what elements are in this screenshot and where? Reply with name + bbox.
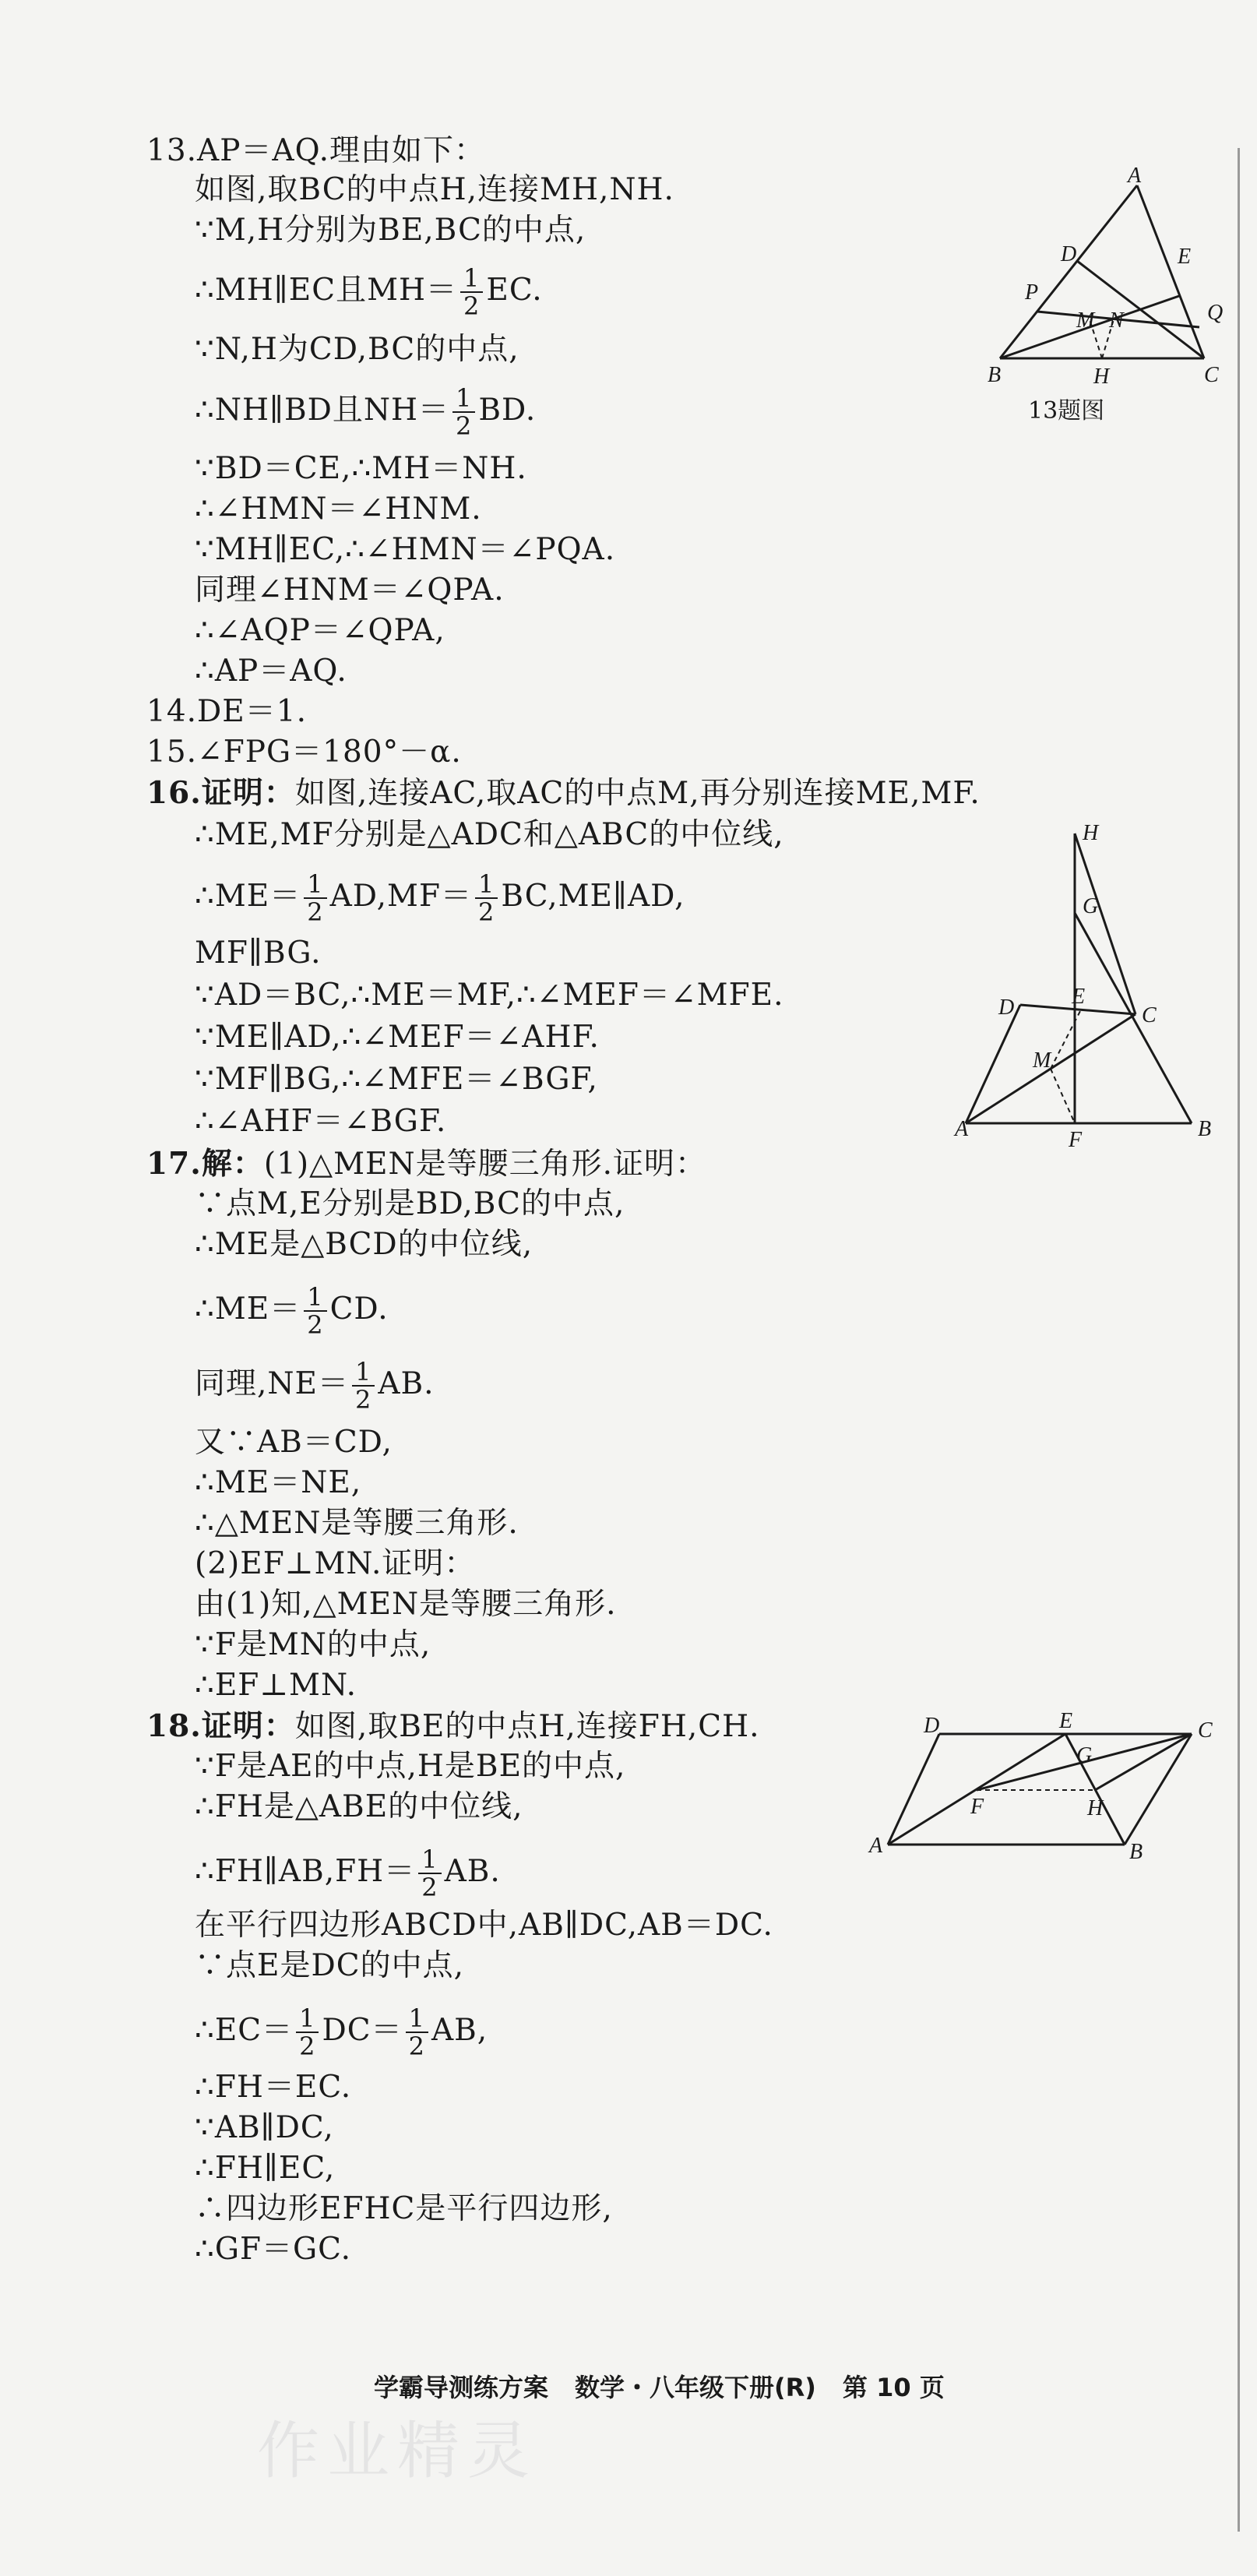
p13-line-11: ∴∠AQP＝∠QPA, [195,613,445,648]
fig13-label-A: A [1128,164,1142,188]
p17-line-4 [195,1284,389,1338]
p13-line-10: 同理∠HNM＝∠QPA. [195,573,505,608]
p17-line-8: ∴△MEN是等腰三角形. [195,1506,519,1541]
fig16-label-G: G [1083,894,1099,918]
fig16-label-D: D [998,996,1015,1020]
fig13-label-E: E [1178,245,1192,269]
p18-line-7-mid: DC＝ [322,2013,403,2048]
p18-line-7-text: ∴EC＝ [195,2013,294,2048]
fig13-label-H: H [1093,365,1110,389]
p18-line-2: ∵F是AE的中点,H是BE的中点, [195,1749,626,1784]
fig18-label-H: H [1087,1796,1104,1820]
fig16-label-B: B [1198,1117,1212,1141]
fig18-label-B: B [1129,1840,1143,1864]
p17-line-12: ∴EF⊥MN. [195,1668,357,1703]
p18-line-1 [146,1707,760,1746]
footer-book-title: 学霸导测练方案 [374,2373,549,2402]
fraction: $\frac{1}{2}$ [406,2005,428,2060]
p18-line-4-text: ∴FH∥AB,FH＝ [195,1854,416,1889]
p17-line-7: ∴ME＝NE, [195,1465,362,1500]
p16-line-4: MF∥BG. [195,936,322,971]
p18-line-11: ∴四边形EFHC是平行四边形, [195,2191,613,2226]
fraction: $\frac{1}{2}$ [460,265,483,319]
footer-page-number: 第 10 页 [842,2373,945,2402]
fig18-label-G: G [1076,1743,1093,1767]
p13-line-4-text: ∴MH∥EC且MH＝ [195,273,458,308]
p17-line-5-tail: AB. [378,1366,435,1401]
p16-line-2: ∴ME,MF分别是△ADC和△ABC的中位线, [195,817,784,852]
p16-line-7: ∵MF∥BG,∴∠MFE＝∠BGF, [195,1062,598,1097]
p18-line-4-tail: AB. [444,1854,501,1889]
fig18-label-D: D [924,1714,940,1738]
fraction: $\frac{1}{2}$ [304,871,326,925]
p18-line-7 [195,2005,488,2060]
fig16-label-C: C [1142,1003,1157,1027]
p17-line-5-text: 同理,NE＝ [195,1366,349,1401]
fig13-label-M: M [1076,308,1095,333]
p18-line-9: ∵AB∥DC, [195,2110,334,2145]
fraction: $\frac{1}{2}$ [452,385,475,439]
figure-13-caption: 13题图 [1028,397,1105,425]
fig16-label-H: H [1083,821,1099,845]
p18-line-3: ∴FH是△ABE的中位线, [195,1789,523,1824]
p17-line-4-text: ∴ME＝ [195,1292,301,1327]
p18-line-5: 在平行四边形ABCD中,AB∥DC,AB＝DC. [195,1908,773,1943]
p18-line-4 [195,1846,501,1901]
p17-line-3: ∴ME是△BCD的中位线, [195,1227,533,1262]
p16-line-1 [146,774,981,812]
p17-line-6: 又∵AB＝CD, [195,1425,393,1460]
p17-line-4-tail: CD. [329,1292,389,1327]
p13-line-9: ∵MH∥EC,∴∠HMN＝∠PQA. [195,532,616,567]
footer-subject: 数学・八年级下册(R) [575,2373,816,2402]
fig18-label-F: F [970,1795,984,1819]
p16-line-3-text: ∴ME＝ [195,879,301,914]
p17-line-1 [146,1145,706,1183]
fraction: $\frac{1}{2}$ [304,1284,326,1338]
p16-head-rest: 如图,连接AC,取AC的中点M,再分别连接ME,MF. [294,776,981,811]
figure-18 [864,1711,1231,1866]
p17-line-10: 由(1)知,△MEN是等腰三角形. [195,1587,617,1622]
p13-line-1: 13.AP＝AQ.理由如下： [146,133,486,168]
p16-head: 16.证明： [146,775,295,811]
p18-line-10: ∴FH∥EC, [195,2151,336,2186]
p18-line-6: ∵点E是DC的中点, [195,1948,464,1983]
p15-answer: 15.∠FPG＝180°－α. [146,735,462,770]
p17-line-2: ∵点M,E分别是BD,BC的中点, [195,1186,625,1221]
p13-line-2: 如图,取BC的中点H,连接MH,NH. [195,172,674,207]
p13-line-4-tail: EC. [486,273,543,308]
p13-line-6-text: ∴NH∥BD且NH＝ [195,393,450,428]
p18-head: 18.证明： [146,1708,295,1744]
p17-head-rest: (1)△MEN是等腰三角形.证明： [263,1147,707,1182]
p18-line-8: ∴FH＝EC. [195,2070,352,2105]
fraction: $\frac{1}{2}$ [475,871,498,925]
p13-line-6-tail: BD. [478,393,537,428]
p16-line-5: ∵AD＝BC,∴ME＝MF,∴∠MEF＝∠MFE. [195,978,784,1013]
p13-line-4 [195,265,543,319]
fig18-label-C: C [1198,1718,1213,1743]
p13-line-5: ∵N,H为CD,BC的中点, [195,332,519,367]
fig13-label-Q: Q [1207,301,1224,325]
p18-line-12: ∴GF＝GC. [195,2232,352,2267]
fig13-label-B: B [988,363,1002,387]
fig16-label-E: E [1072,985,1086,1009]
page-edge-line [1238,148,1240,2532]
p16-line-3-mid2: BC,ME∥AD, [501,879,685,914]
p13-line-7: ∵BD＝CE,∴MH＝NH. [195,451,527,486]
fig13-label-P: P [1025,280,1039,305]
p13-line-6 [195,385,536,439]
fraction: $\frac{1}{2}$ [418,1846,441,1901]
p17-line-9: (2)EF⊥MN.证明： [195,1546,476,1581]
p16-line-6: ∵ME∥AD,∴∠MEF＝∠AHF. [195,1020,600,1055]
p18-head-rest: 如图,取BE的中点H,连接FH,CH. [294,1709,760,1744]
fraction: $\frac{1}{2}$ [296,2005,319,2060]
page-footer [374,2368,971,2404]
p17-head: 17.解： [146,1146,264,1182]
figure-16 [955,819,1223,1152]
fig16-label-M: M [1033,1048,1051,1073]
fraction: $\frac{1}{2}$ [352,1358,375,1413]
fig16-label-F: F [1069,1128,1083,1152]
p17-line-5 [195,1358,435,1413]
p14-answer: 14.DE＝1. [146,694,307,729]
figure-13 [981,164,1231,397]
p13-line-12: ∴AP＝AQ. [195,654,347,689]
fig18-label-A: A [869,1834,883,1858]
fig16-label-A: A [955,1117,969,1141]
p16-line-8: ∴∠AHF＝∠BGF. [195,1104,447,1139]
fig13-label-C: C [1204,363,1219,387]
p13-line-3: ∵M,H分别为BE,BC的中点, [195,213,586,248]
p16-line-3 [195,871,685,925]
watermark: 作业精灵 [257,2415,537,2487]
p16-line-3-mid1: AD,MF＝ [329,879,473,914]
p13-line-8: ∴∠HMN＝∠HNM. [195,492,482,527]
fig13-label-N: N [1109,308,1124,333]
fig18-label-E: E [1059,1709,1073,1733]
p18-line-7-tail: AB, [431,2013,488,2048]
fig13-label-D: D [1061,242,1077,266]
p17-line-11: ∵F是MN的中点, [195,1627,431,1662]
